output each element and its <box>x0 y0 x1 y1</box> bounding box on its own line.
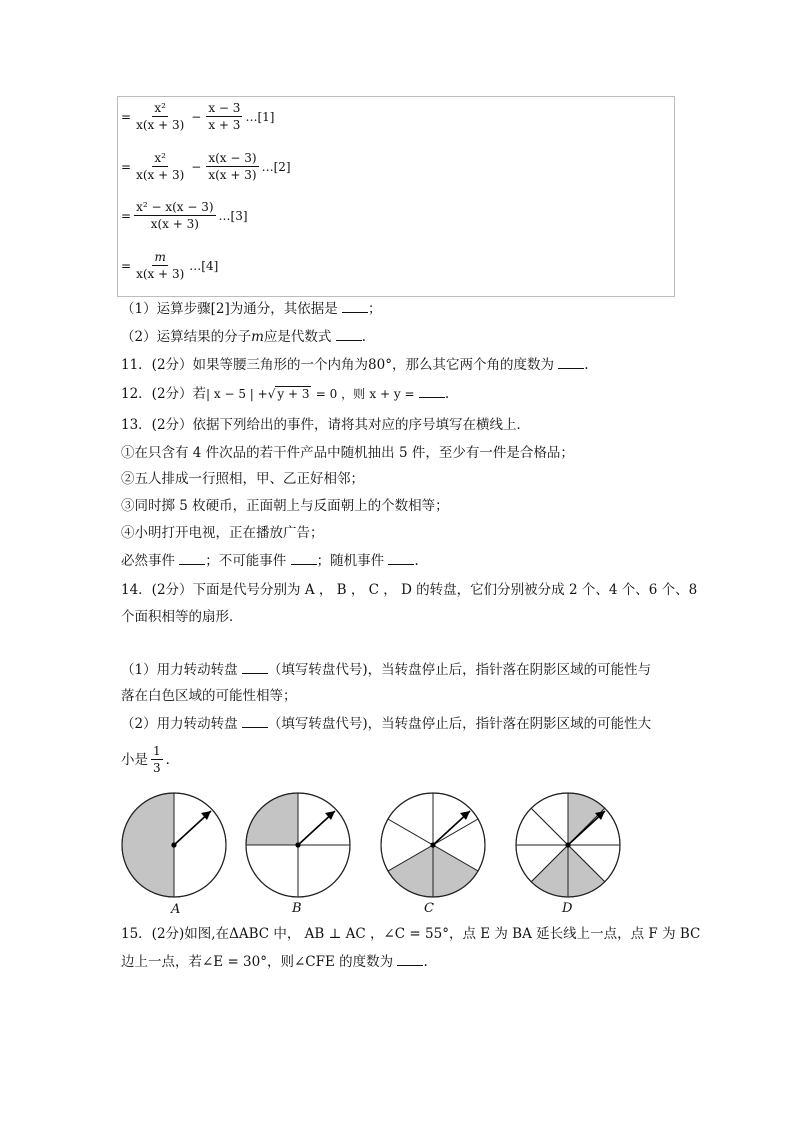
q14-p1-text: （1）用力转动转盘 <box>121 662 238 678</box>
spinner-sector <box>246 845 298 897</box>
spinner-c <box>381 793 485 897</box>
punct: . <box>444 386 450 402</box>
q12-mid: = 0 ，则 <box>315 387 366 401</box>
numerator: x(x − 3) <box>208 151 257 165</box>
denominator: x(x + 3) <box>136 118 185 132</box>
answer-blank[interactable] <box>336 328 362 341</box>
q14-part1 <box>121 660 651 680</box>
spinner-label-a: A <box>171 902 181 917</box>
spinner-label-b: B <box>292 901 302 916</box>
punct: . <box>584 357 589 373</box>
numerator: x² <box>154 151 166 165</box>
q13-answers <box>121 551 419 571</box>
question-11 <box>121 355 589 375</box>
answer-blank[interactable] <box>242 661 268 674</box>
q10-part2-rest: 应是代数式 <box>263 329 332 345</box>
fraction <box>134 151 186 182</box>
spinner-label-d: D <box>562 901 573 916</box>
q15-line-1: 15．(2分)如图,在ΔABC 中， AB ⊥ AC ，∠C = 55°，点 E 为 BA 延长线上一点，点 F 为 BC <box>121 926 701 942</box>
answer-blank[interactable] <box>242 715 268 728</box>
step-tag: …[3] <box>218 208 248 223</box>
q13-item-4: ④小明打开电视，正在播放广告； <box>121 525 324 541</box>
spinner-sector <box>174 793 226 897</box>
q11-text: 11．(2分）如果等腰三角形的一个内角为80°，那么其它两个角的度数为 <box>121 357 554 373</box>
punct: ； <box>368 301 382 317</box>
answer-blank[interactable] <box>419 385 445 398</box>
q10-part2-text: （2）运算结果的分子 <box>121 329 252 345</box>
q14-p1-rest: （填写转盘代号)，当转盘停止后，指针落在阴影区域的可能性与 <box>267 662 652 678</box>
denominator: x(x + 3) <box>136 267 185 281</box>
derivation-step-1 <box>121 101 274 132</box>
spinner-d <box>516 793 620 897</box>
fraction <box>206 151 258 182</box>
fraction <box>206 101 242 132</box>
spinner-figures <box>0 785 794 915</box>
q14-p2-rest: （填写转盘代号)，当转盘停止后，指针落在阴影区域的可能性大 <box>267 716 652 732</box>
denominator: x(x + 3) <box>150 217 199 231</box>
punct: . <box>414 553 419 569</box>
operator: − <box>191 109 202 124</box>
pivot-dot <box>295 842 300 847</box>
answer-blank[interactable] <box>397 953 423 966</box>
spinner-a <box>122 793 226 897</box>
spinner-label-c: C <box>424 901 434 916</box>
q13-impossible-label: ；不可能事件 <box>205 553 287 569</box>
denominator: x + 3 <box>208 118 241 132</box>
q13-item-1: ①在只含有 4 件次品的若干件产品中随机抽出 5 件，至少有一件是合格品； <box>121 445 574 461</box>
pivot-dot <box>171 842 176 847</box>
numerator: x² <box>154 101 166 115</box>
q15-text: 边上一点，若∠E = 30°，则∠CFE 的度数为 <box>121 954 394 970</box>
step-tag: …[2] <box>261 159 291 174</box>
denominator: x(x + 3) <box>208 168 257 182</box>
q10-part1-text: （1）运算步骤[2]为通分，其依据是 <box>121 301 338 317</box>
abs-expression: | x − 5 | + <box>206 387 268 401</box>
equals-sign: = <box>121 109 132 124</box>
spinner-sector <box>122 793 174 897</box>
q14-p2-text: （2）用力转动转盘 <box>121 716 238 732</box>
answer-blank[interactable] <box>342 300 368 313</box>
q13-random-label: ；随机事件 <box>316 553 385 569</box>
fraction-one-third <box>151 744 163 775</box>
equals-sign: = <box>121 258 132 273</box>
punct: . <box>361 329 366 345</box>
derivation-step-3 <box>121 200 248 231</box>
fraction <box>134 250 186 281</box>
spinner-b <box>246 793 350 897</box>
equals-sign: = <box>121 208 132 223</box>
spinner-sector <box>298 845 350 897</box>
numerator: 1 <box>153 744 161 758</box>
step-tag: …[4] <box>189 258 219 273</box>
answer-blank[interactable] <box>388 552 414 565</box>
numerator: m <box>154 250 166 264</box>
q14-stem-2: 个面积相等的扇形． <box>121 609 243 625</box>
derivation-step-2 <box>121 151 291 182</box>
question-12: 12．(2分）若| x − 5 | +√ y + 3 = 0 ，则 x + y = . <box>121 386 450 402</box>
denominator: 3 <box>153 761 161 775</box>
punct: . <box>423 954 428 970</box>
q13-certain-label: 必然事件 <box>121 553 175 569</box>
operator: − <box>191 159 202 174</box>
answer-blank[interactable] <box>558 356 584 369</box>
punct: ． <box>165 751 180 768</box>
question-13-stem: 13．(2分）依据下列给出的事件，请将其对应的序号填写在横线上． <box>121 417 531 433</box>
fraction <box>134 101 186 132</box>
q12-expr: x + y = <box>369 387 415 401</box>
q10-part1 <box>121 299 382 319</box>
fraction <box>134 200 215 231</box>
q14-part2-cont <box>121 744 179 775</box>
variable-m: m <box>251 329 264 345</box>
q14-part1-cont: 落在白色区域的可能性相等； <box>121 688 297 704</box>
sqrt-expression: y + 3 <box>277 387 310 401</box>
answer-blank[interactable] <box>179 552 205 565</box>
step-tag: …[1] <box>245 109 275 124</box>
q15-line-2 <box>121 952 428 972</box>
pivot-dot <box>565 842 570 847</box>
denominator: x(x + 3) <box>136 168 185 182</box>
q13-item-3: ③同时掷 5 枚硬币，正面朝上与反面朝上的个数相等； <box>121 498 449 514</box>
numerator: x² − x(x − 3) <box>136 200 214 214</box>
derivation-step-4 <box>121 250 218 281</box>
q14-p2-cont-text: 小是 <box>121 751 148 768</box>
equals-sign: = <box>121 159 132 174</box>
pivot-dot <box>430 842 435 847</box>
answer-blank[interactable] <box>291 552 317 565</box>
q10-part2 <box>121 327 366 347</box>
q12-text: 12．(2分）若 <box>121 386 207 402</box>
q14-part2 <box>121 714 651 734</box>
numerator: x − 3 <box>208 101 241 115</box>
q14-stem-1: 14．(2分）下面是代号分别为 A ， B ， C ， D 的转盘，它们分别被分成 2 个、4 个、6 个、8 <box>121 582 698 598</box>
q13-item-2: ②五人排成一行照相，甲、乙正好相邻； <box>121 471 364 487</box>
spinner-sector <box>246 793 298 845</box>
